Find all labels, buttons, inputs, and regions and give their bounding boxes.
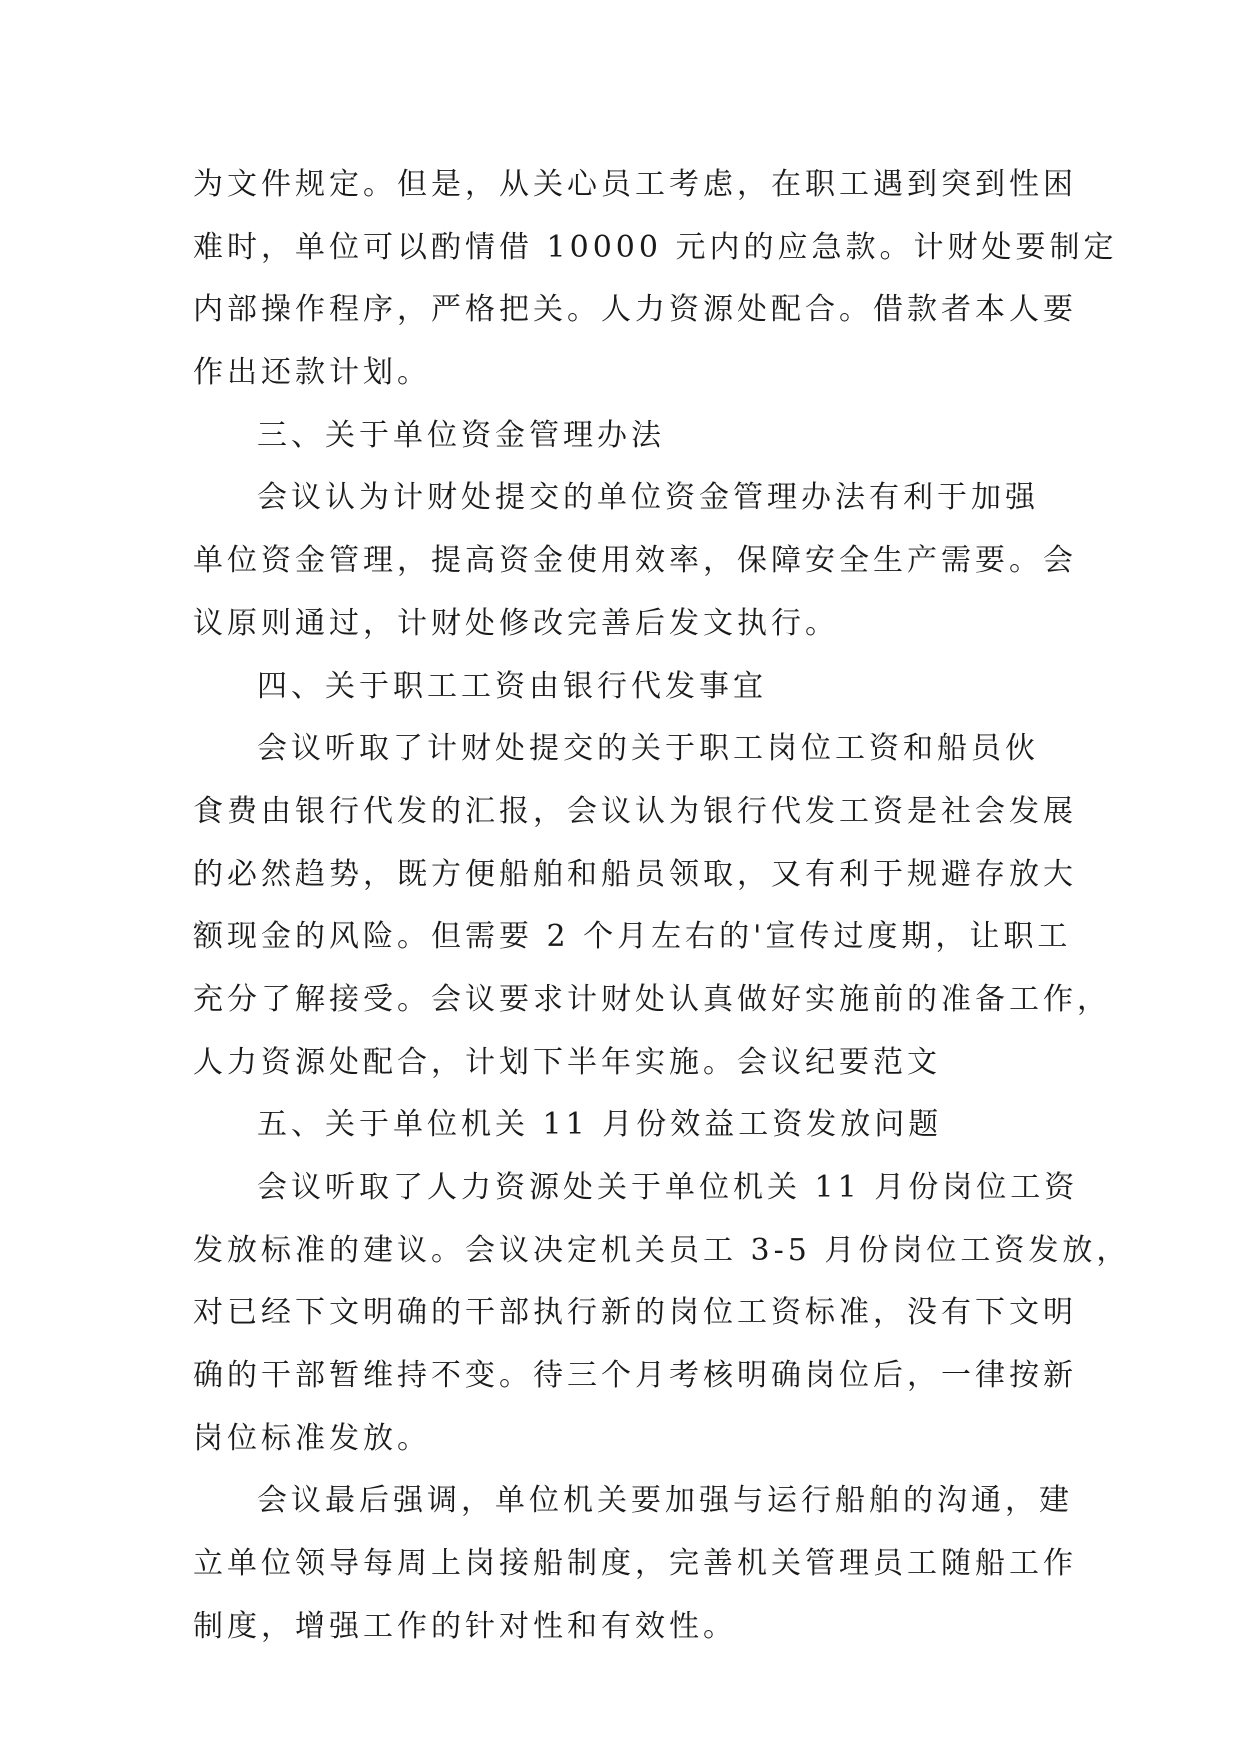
body-text: [193, 154, 1131, 1659]
text-line: 难时，单位可以酌情借 10000 元内的应急款。计财处要制定: [193, 229, 1118, 265]
text-line: 人力资源处配合，计划下半年实施。会议纪要范文: [193, 1044, 941, 1080]
text-line: 岗位标准发放。: [193, 1420, 431, 1456]
text-line: 充分了解接受。会议要求计财处认真做好实施前的准备工作，: [193, 981, 1111, 1017]
text-line: 发放标准的建议。会议决定机关员工 3-5 月份岗位工资发放，: [193, 1232, 1131, 1268]
text-line: 会议认为计财处提交的单位资金管理办法有利于加强: [257, 480, 1039, 516]
text-line: 单位资金管理，提高资金使用效率，保障安全生产需要。会: [193, 543, 1077, 579]
text-line: 的必然趋势，既方便船舶和船员领取，又有利于规避存放大: [193, 856, 1077, 892]
text-line: 为文件规定。但是，从关心员工考虑，在职工遇到突到性困: [193, 167, 1077, 202]
text-line: 内部操作程序，严格把关。人力资源处配合。借款者本人要: [193, 292, 1077, 328]
text-line: 会议最后强调，单位机关要加强与运行船舶的沟通，建: [257, 1483, 1073, 1519]
text-line: 制度，增强工作的针对性和有效性。: [193, 1608, 737, 1644]
text-line: 会议听取了计财处提交的关于职工岗位工资和船员伙: [257, 731, 1039, 767]
text-line: 议原则通过，计财处修改完善后发文执行。: [193, 605, 839, 641]
text-line: 额现金的风险。但需要 2 个月左右的'宣传过度期，让职工: [193, 919, 1072, 955]
text-line: 食费由银行代发的汇报，会议认为银行代发工资是社会发展: [193, 793, 1077, 829]
text-line: 立单位领导每周上岗接船制度，完善机关管理员工随船工作: [193, 1546, 1077, 1582]
text-line: 五、关于单位机关 11 月份效益工资发放问题: [257, 1107, 943, 1143]
text-line: 对已经下文明确的干部执行新的岗位工资标准，没有下文明: [193, 1295, 1077, 1331]
text-line: 三、关于单位资金管理办法: [257, 417, 665, 453]
text-line: 确的干部暂维持不变。待三个月考核明确岗位后，一律按新: [193, 1358, 1077, 1394]
text-line: 会议听取了人力资源处关于单位机关 11 月份岗位工资: [257, 1170, 1079, 1205]
text-line: 作出还款计划。: [193, 355, 431, 391]
text-line: 四、关于职工工资由银行代发事宜: [257, 668, 767, 704]
